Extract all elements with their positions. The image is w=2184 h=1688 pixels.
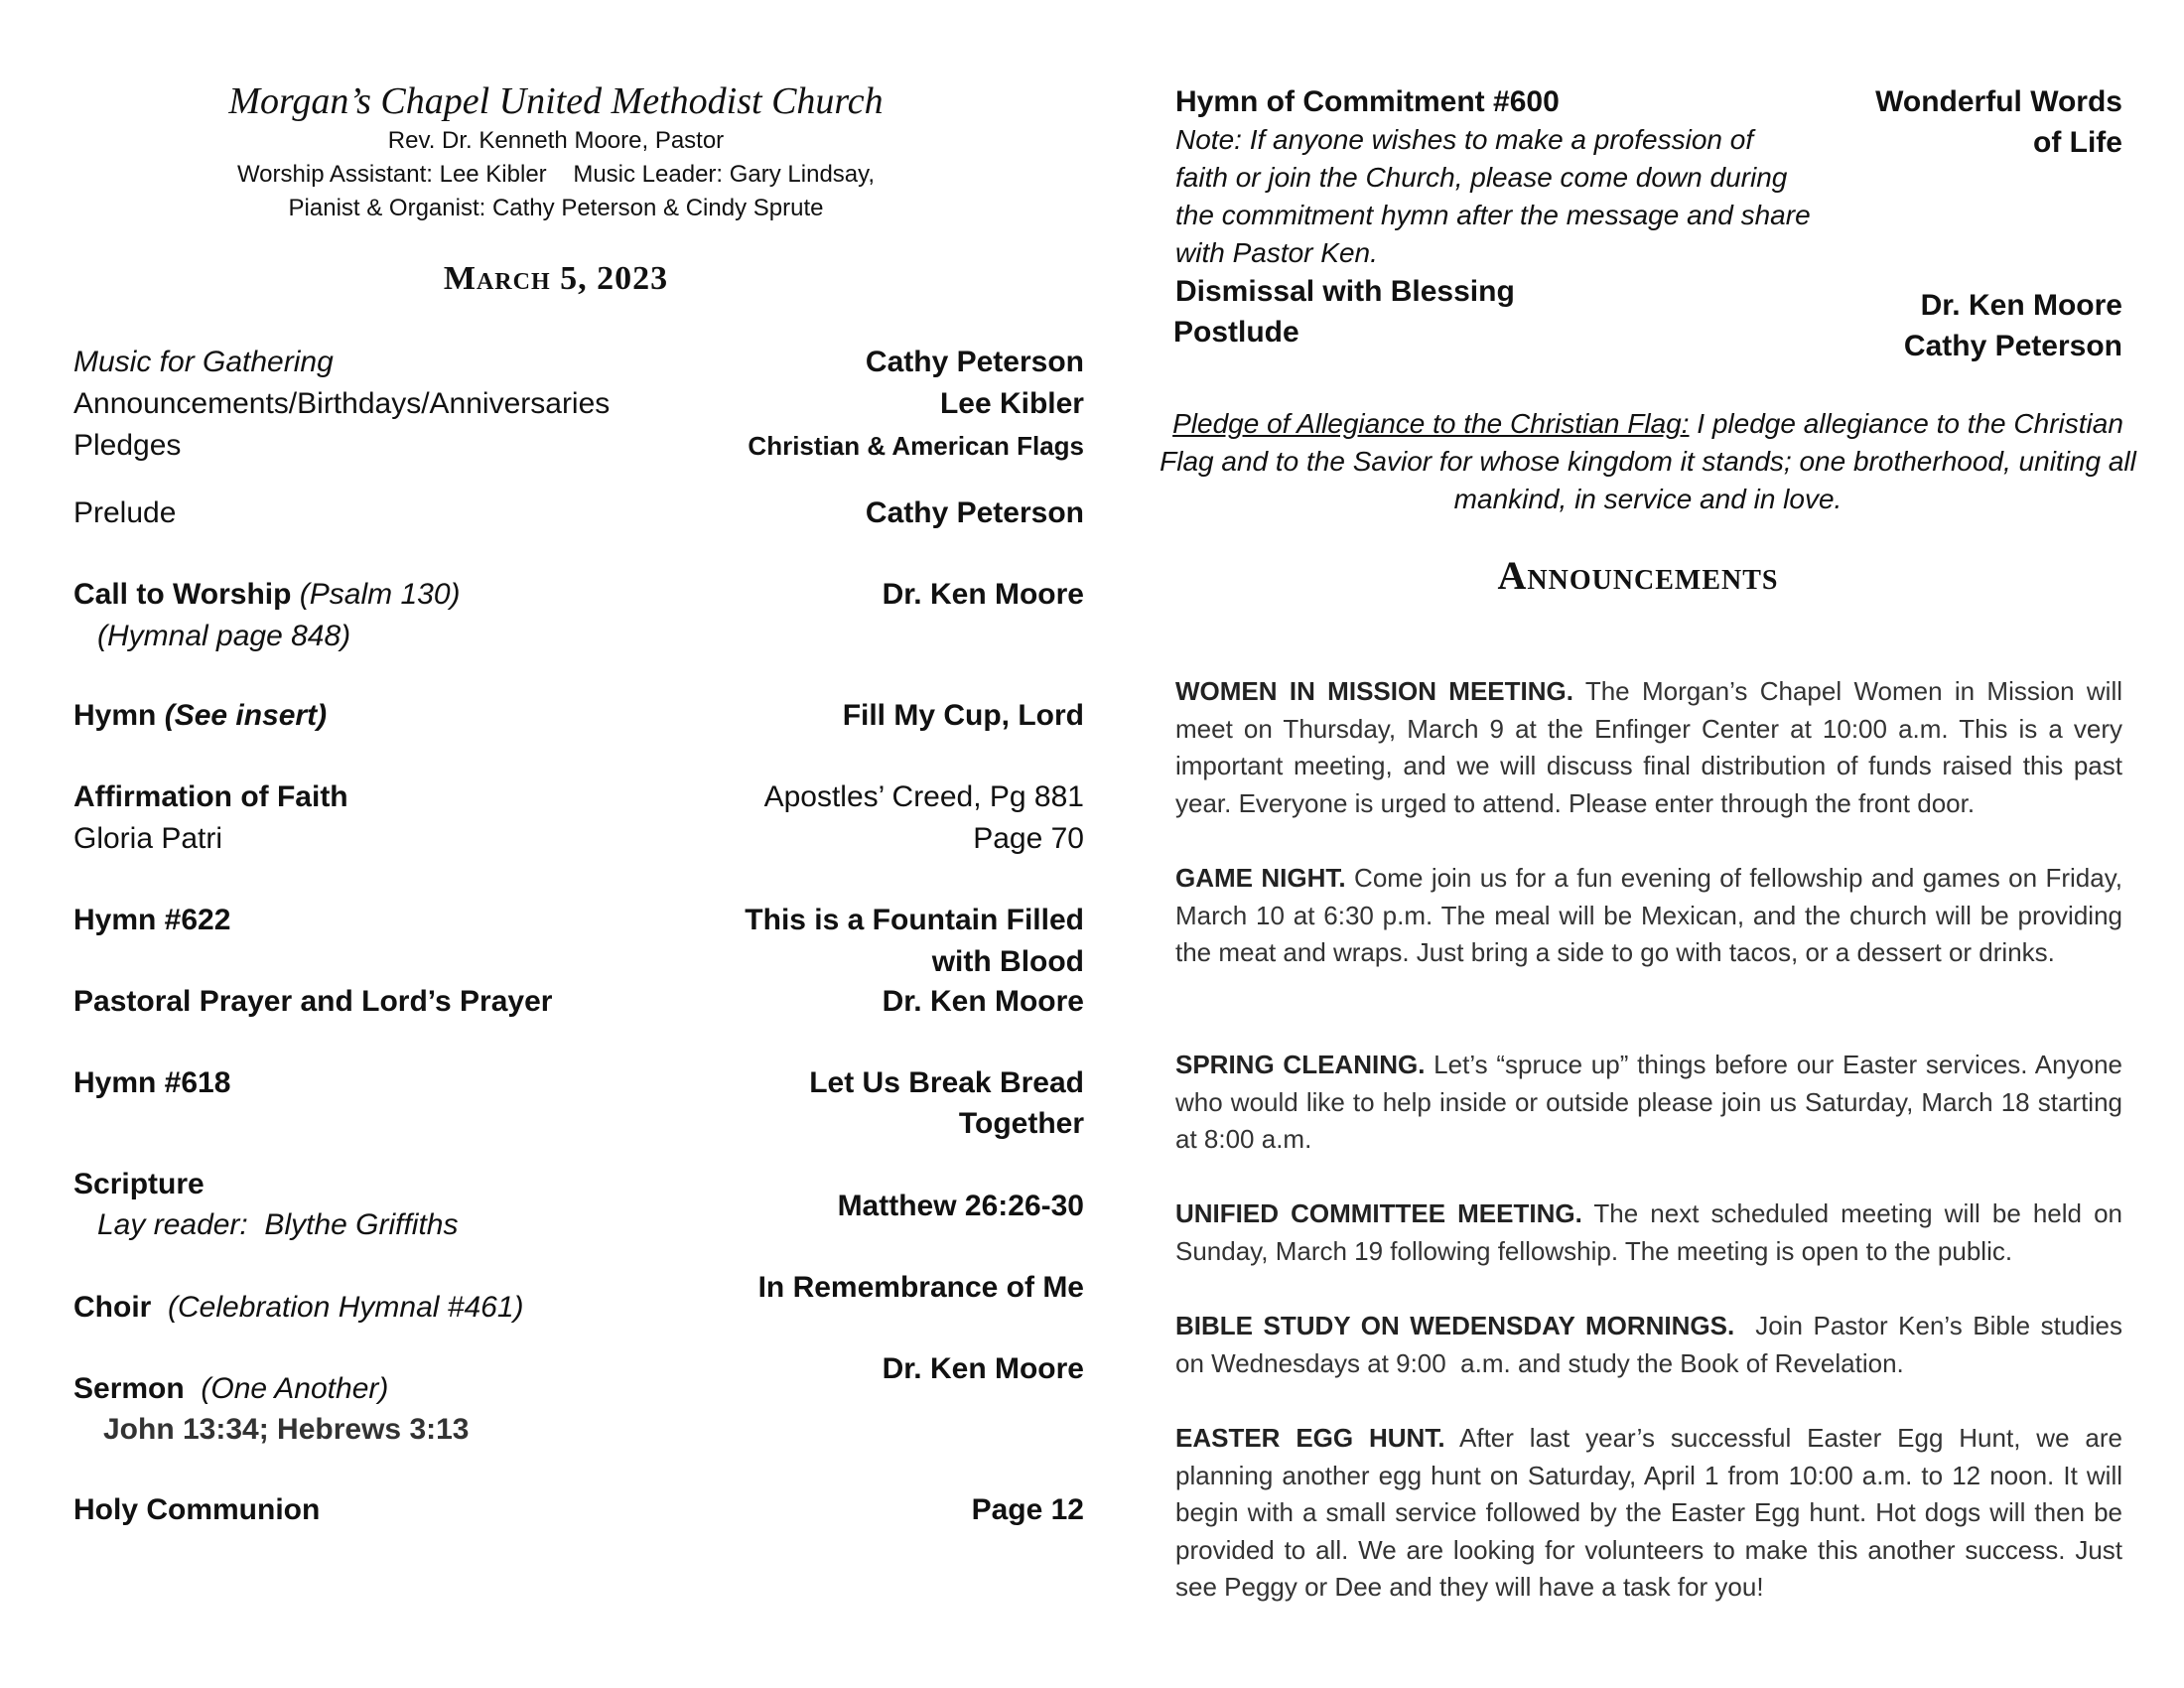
item-leader: Dr. Ken Moore <box>882 578 1084 611</box>
announcement-heading: BIBLE STUDY ON WEDENSDAY MORNINGS. <box>1175 1311 1735 1340</box>
item-ref: Page 70 <box>973 822 1084 855</box>
item-leader: Cathy Peterson <box>865 496 1084 529</box>
announcement-heading: SPRING CLEANING. <box>1175 1050 1426 1079</box>
item-label: Hymn of Commitment #600 <box>1175 85 1560 118</box>
announcement-item <box>1175 1308 2130 1382</box>
item-leader: Cathy Peterson <box>1903 330 2122 362</box>
item-label: Scripture <box>73 1168 205 1200</box>
item-leader: Lee Kibler <box>939 387 1084 420</box>
item-label: Pledges <box>73 429 182 462</box>
announcement-item <box>1175 673 2122 822</box>
item-title-cont: Together <box>958 1107 1084 1140</box>
announcement-item <box>1175 860 2122 972</box>
announcement-heading: EASTER EGG HUNT. <box>1175 1423 1445 1453</box>
announcement-item <box>1175 1196 2122 1270</box>
announcements-title: Announcements <box>1497 553 1779 598</box>
commitment-note: Note: If anyone wishes to make a profession of faith or join the Church, please come down during the commitment hymn after the message and share with Pastor Ken. <box>1175 124 1811 268</box>
item-detail: (Celebration Hymnal #461) <box>168 1291 524 1324</box>
announcement-text: Join Pastor Ken’s Bible studies on Wednesdays at 9:00 a.m. and study the Book of Revelation. <box>1175 1311 2130 1378</box>
assistants-line: Worship Assistant: Lee Kibler Music Leader: Gary Lindsay, <box>236 161 876 188</box>
right-page <box>1092 0 2184 1688</box>
item-label: Sermon <box>73 1372 185 1405</box>
item-leader: Dr. Ken Moore <box>882 985 1084 1018</box>
item-leader: Cathy Peterson <box>865 346 1084 378</box>
pianists-line: Pianist & Organist: Cathy Peterson & Cindy Sprute <box>288 195 824 221</box>
announcement-text: The Morgan’s Chapel Women in Mission will meet on Thursday, March 9 at the Enfinger Center at 10:00 a.m. This is a very important meeting, and we will discuss final distribution of funds raised this past year. Everyone is urged to attend. Please enter through the front door. <box>1175 676 2122 818</box>
item-ref: Page 12 <box>971 1493 1084 1526</box>
pastor-line: Rev. Dr. Kenneth Moore, Pastor <box>387 127 725 154</box>
item-leader: Christian & American Flags <box>748 431 1084 461</box>
item-ref: Matthew 26:26-30 <box>837 1190 1084 1222</box>
item-title-cont: with Blood <box>931 945 1084 978</box>
item-leader: Dr. Ken Moore <box>1920 289 2122 322</box>
item-label: Pastoral Prayer and Lord’s Prayer <box>73 985 553 1018</box>
church-name: Morgan’s Chapel United Methodist Church <box>228 80 884 122</box>
item-label: Choir <box>73 1291 152 1324</box>
item-leader: Dr. Ken Moore <box>882 1352 1084 1385</box>
announcement-text: After last year’s successful Easter Egg Hunt, we are planning another egg hunt on Saturday, April 1 from 10:00 a.m. to 12 noon. It will begin with a small service followed by the Easter Egg hunt. Hot dogs will then be provided to all. We are looking for volunteers to make this another success. Just see Peggy or Dee and they will have a task for you! <box>1175 1423 2122 1602</box>
item-sub: John 13:34; Hebrews 3:13 <box>103 1413 470 1446</box>
announcement-item <box>1175 1420 2122 1607</box>
item-label: Hymn #618 <box>73 1066 231 1099</box>
announcement-text: Come join us for a fun evening of fellowship and games on Friday, March 10 at 6:30 p.m. The meal will be Mexican, and the church will be providing the meat and wraps. Just bring a side to go with tacos, or a dessert or drinks. <box>1175 863 2123 967</box>
item-title: In Remembrance of Me <box>757 1271 1084 1304</box>
item-label: Call to Worship <box>73 578 292 611</box>
item-title: Wonderful Words <box>1875 85 2122 118</box>
item-sub: Lay reader: Blythe Griffiths <box>97 1208 459 1241</box>
item-label: Gloria Patri <box>73 822 223 855</box>
item-label: Hymn <box>73 699 157 732</box>
announcement-heading: WOMEN IN MISSION MEETING. <box>1175 676 1573 706</box>
item-title: Let Us Break Bread <box>809 1066 1084 1099</box>
item-title: This is a Fountain Filled <box>745 904 1084 936</box>
item-label: Postlude <box>1173 316 1299 349</box>
announcement-text: Let’s “spruce up” things before our Easter services. Anyone who would like to help inside or outside please join us Saturday, March 18 starting at 8:00 a.m. <box>1175 1050 2122 1154</box>
item-label: Music for Gathering <box>73 346 334 378</box>
announcement-heading: UNIFIED COMMITTEE MEETING. <box>1175 1198 1582 1228</box>
pledge-text-block <box>1152 405 2144 518</box>
item-title-cont: of Life <box>2033 126 2122 159</box>
item-label: Holy Communion <box>73 1493 321 1526</box>
item-label: Announcements/Birthdays/Anniversaries <box>73 387 611 420</box>
announcement-heading: GAME NIGHT. <box>1175 863 1346 893</box>
service-date: March 5, 2023 <box>443 260 669 297</box>
item-detail: (Psalm 130) <box>299 578 461 611</box>
item-label: Dismissal with Blessing <box>1175 275 1515 308</box>
item-sub: (Hymnal page 848) <box>97 620 351 652</box>
announcement-item <box>1175 1047 2122 1159</box>
item-label: Affirmation of Faith <box>73 780 348 813</box>
item-detail: (One Another) <box>201 1372 389 1405</box>
item-title: Fill My Cup, Lord <box>842 699 1084 732</box>
item-label: Hymn #622 <box>73 904 231 936</box>
item-label: Prelude <box>73 496 177 529</box>
pledge-text: I pledge allegiance to the Christian Flag and to the Savior for whose kingdom it stands; one brotherhood, uniting all mankind, in service and in love. <box>1160 408 2136 514</box>
item-detail: (See insert) <box>164 699 328 732</box>
item-ref: Apostles’ Creed, Pg 881 <box>763 780 1084 813</box>
announcement-text: The next scheduled meeting will be held on Sunday, March 19 following fellowship. The meeting is open to the public. <box>1175 1198 2123 1266</box>
pledge-heading: Pledge of Allegiance to the Christian Flag: <box>1172 408 1690 439</box>
